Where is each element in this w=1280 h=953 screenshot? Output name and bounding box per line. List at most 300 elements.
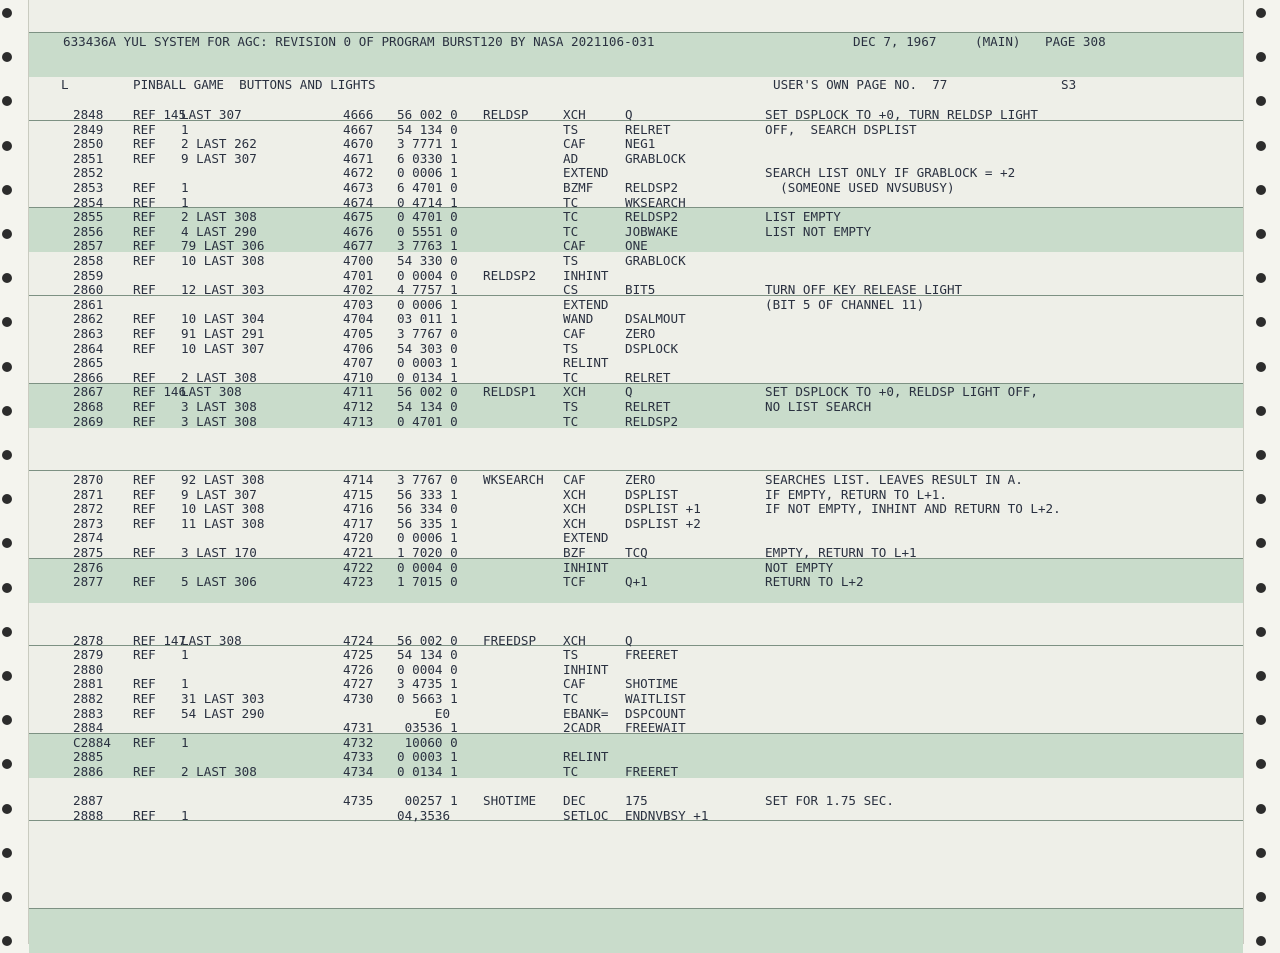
comment: LIST NOT EMPTY: [765, 223, 872, 239]
last-ref: 10 LAST 308: [181, 501, 265, 517]
octal-code: 56 002 0: [397, 384, 458, 400]
octal-code: 0 0003 1: [397, 355, 458, 371]
listing-line: [29, 575, 1243, 590]
header-page: PAGE 308: [1045, 34, 1106, 49]
last-ref: 1: [181, 676, 189, 692]
address: 4704: [343, 311, 374, 327]
last-ref: 3 LAST 308: [181, 399, 257, 414]
line-number: 2866: [73, 369, 104, 385]
subheader-user-page: USER'S OWN PAGE NO. 77: [773, 77, 948, 92]
symbol-label: RELDSP2: [483, 267, 537, 283]
octal-code: 6 4701 0: [397, 180, 458, 195]
octal-code: 0 4701 0: [397, 209, 458, 225]
octal-code: 0 0006 1: [397, 296, 458, 312]
line-number: 2849: [73, 121, 104, 137]
comment: RETURN TO L+2: [765, 574, 864, 590]
header-section: (MAIN): [975, 34, 1021, 49]
opcode: BZMF: [563, 180, 594, 195]
last-ref: 1: [181, 734, 189, 750]
line-number: 2882: [73, 691, 104, 706]
octal-code: 0 0004 0: [397, 661, 458, 677]
listing-line: [29, 707, 1243, 722]
line-number: 2853: [73, 180, 104, 195]
octal-code: 0 4701 0: [397, 413, 458, 429]
listing-line: [29, 473, 1243, 488]
octal-code: 54 330 0: [397, 253, 458, 268]
line-number: 2851: [73, 150, 104, 166]
opcode: TC: [563, 369, 579, 385]
listing-line: [29, 692, 1243, 707]
tractor-hole: [2, 583, 12, 593]
address: 4701: [343, 267, 374, 283]
ref-count: REF: [133, 515, 156, 531]
tractor-hole: [1256, 52, 1266, 62]
address: 4710: [343, 369, 374, 385]
opcode: CAF: [563, 676, 586, 692]
listing-line: [29, 648, 1243, 663]
ref-count: REF 145: [133, 107, 187, 122]
comment: (BIT 5 OF CHANNEL 11): [765, 296, 925, 312]
last-ref: 11 LAST 308: [181, 515, 265, 531]
tractor-hole: [1256, 317, 1266, 327]
opcode: TS: [563, 253, 579, 268]
operand: ONE: [625, 238, 648, 254]
tractor-hole: [1256, 759, 1266, 769]
opcode: CS: [563, 282, 579, 298]
comment: SEARCH LIST ONLY IF GRABLOCK = +2: [765, 165, 1016, 181]
line-number: 2869: [73, 413, 104, 429]
last-ref: 31 LAST 303: [181, 691, 265, 706]
comment: TURN OFF KEY RELEASE LIGHT: [765, 282, 963, 298]
address: 4712: [343, 399, 374, 414]
tractor-hole: [2, 8, 12, 18]
tractor-hole: [2, 715, 12, 725]
comment: (SOMEONE USED NVSUBUSY): [765, 180, 955, 195]
last-ref: 10 LAST 308: [181, 253, 265, 268]
line-number: 2878: [73, 632, 104, 648]
operand: RELDSP2: [625, 209, 679, 225]
last-ref: 54 LAST 290: [181, 705, 265, 721]
address: 4734: [343, 764, 374, 779]
ref-count: REF: [133, 545, 156, 560]
octal-code: 0 0134 1: [397, 764, 458, 779]
tractor-hole: [1256, 804, 1266, 814]
line-number: 2850: [73, 136, 104, 152]
line-number: 2862: [73, 311, 104, 327]
ref-count: REF 147: [133, 632, 187, 648]
operand: RELDSP2: [625, 180, 679, 195]
ref-count: REF: [133, 282, 156, 298]
octal-code: 54 303 0: [397, 340, 458, 356]
octal-code: 3 7767 0: [397, 472, 458, 487]
listing-line: [29, 561, 1243, 576]
listing-line: [29, 356, 1243, 371]
opcode: TC: [563, 209, 579, 225]
opcode: TCF: [563, 574, 586, 590]
tractor-hole: [1256, 141, 1266, 151]
line-number: 2852: [73, 165, 104, 181]
tractor-hole: [1256, 936, 1266, 946]
header-title: 633436A YUL SYSTEM FOR AGC: REVISION 0 OF PROGRAM BURST120 BY NASA 2021106-031: [63, 34, 655, 49]
listing-line: [29, 604, 1243, 619]
ref-count: REF: [133, 399, 156, 414]
address: 4726: [343, 661, 374, 677]
ref-count: REF: [133, 472, 156, 487]
last-ref: 3 LAST 170: [181, 545, 257, 560]
subheader-code: S3: [1061, 77, 1077, 92]
operand: FREERET: [625, 647, 679, 663]
listing-line: [29, 663, 1243, 678]
octal-code: 0 0004 0: [397, 559, 458, 575]
ref-count: REF: [133, 121, 156, 137]
opcode: TS: [563, 121, 579, 137]
opcode: RELINT: [563, 749, 609, 765]
tractor-hole: [1256, 848, 1266, 858]
tractor-hole: [2, 671, 12, 681]
operand: ZERO: [625, 472, 656, 487]
line-number: 2865: [73, 355, 104, 371]
opcode: RELINT: [563, 355, 609, 371]
tractor-hole: [2, 229, 12, 239]
tractor-hole: [1256, 450, 1266, 460]
octal-code: 54 134 0: [397, 647, 458, 663]
opcode: XCH: [563, 107, 586, 122]
tractor-hole: [2, 52, 12, 62]
octal-code: 56 335 1: [397, 515, 458, 531]
opcode: XCH: [563, 501, 586, 517]
listing-line: [29, 415, 1243, 430]
listing-line: [29, 327, 1243, 342]
tractor-hole: [2, 848, 12, 858]
address: 4675: [343, 209, 374, 225]
operand: WKSEARCH: [625, 194, 686, 210]
operand: DSPLIST +2: [625, 515, 701, 531]
last-ref: 9 LAST 307: [181, 150, 257, 166]
octal-code: 0 5551 0: [397, 223, 458, 239]
tractor-hole: [1256, 494, 1266, 504]
octal-code: 1 7015 0: [397, 574, 458, 590]
last-ref: 1: [181, 807, 189, 823]
line-number: 2868: [73, 399, 104, 414]
comment: IF EMPTY, RETURN TO L+1.: [765, 486, 947, 502]
line-number: 2858: [73, 253, 104, 268]
listing-line: [29, 780, 1243, 795]
last-ref: 10 LAST 304: [181, 311, 265, 327]
address: 4725: [343, 647, 374, 663]
operand: DSPLIST +1: [625, 501, 701, 517]
opcode: TS: [563, 647, 579, 663]
address: 4717: [343, 515, 374, 531]
ref-count: REF: [133, 676, 156, 692]
tractor-hole: [1256, 892, 1266, 902]
comment: IF NOT EMPTY, INHINT AND RETURN TO L+2.: [765, 501, 1061, 517]
tractor-holes-left: [0, 0, 14, 944]
listing-header: [29, 35, 1243, 50]
address: 4733: [343, 749, 374, 765]
opcode: TC: [563, 194, 579, 210]
operand: 175: [625, 793, 648, 809]
opcode: WAND: [563, 311, 594, 327]
tractor-hole: [2, 141, 12, 151]
ref-count: REF: [133, 369, 156, 385]
address: 4707: [343, 355, 374, 371]
address: 4703: [343, 296, 374, 312]
octal-code: 0 4714 1: [397, 194, 458, 210]
operand: DSPLOCK: [625, 340, 679, 356]
opcode: TC: [563, 691, 579, 706]
address: 4731: [343, 720, 374, 736]
symbol-label: WKSEARCH: [483, 472, 544, 487]
ref-count: REF: [133, 180, 156, 195]
listing-line: [29, 736, 1243, 751]
listing-line: [29, 152, 1243, 167]
opcode: INHINT: [563, 267, 609, 283]
operand: BIT5: [625, 282, 656, 298]
octal-code: 03536 1: [397, 720, 458, 736]
line-number: 2881: [73, 676, 104, 692]
address: 4722: [343, 559, 374, 575]
address: 4671: [343, 150, 374, 166]
address: 4673: [343, 180, 374, 195]
tractor-hole: [1256, 671, 1266, 681]
opcode: CAF: [563, 472, 586, 487]
opcode: XCH: [563, 632, 586, 648]
octal-code: 56 333 1: [397, 486, 458, 502]
opcode: SETLOC: [563, 807, 609, 823]
listing-line: [29, 444, 1243, 459]
opcode: TC: [563, 764, 579, 779]
ref-count: REF: [133, 326, 156, 341]
ref-count: REF: [133, 150, 156, 166]
tractor-hole: [2, 538, 12, 548]
opcode: XCH: [563, 515, 586, 531]
listing-line: [29, 196, 1243, 211]
last-ref: 3 LAST 308: [181, 413, 257, 429]
opcode: TC: [563, 223, 579, 239]
tractor-hole: [1256, 627, 1266, 637]
opcode: XCH: [563, 486, 586, 502]
last-ref: LAST 308: [181, 632, 242, 648]
comment: SET FOR 1.75 SEC.: [765, 793, 894, 809]
octal-code: 0 5663 1: [397, 691, 458, 706]
opcode: EBANK=: [563, 705, 609, 721]
line-number: 2854: [73, 194, 104, 210]
last-ref: 1: [181, 121, 189, 137]
opcode: AD: [563, 150, 579, 166]
line-number: 2873: [73, 515, 104, 531]
last-ref: LAST 308: [181, 384, 242, 400]
address: 4700: [343, 253, 374, 268]
operand: DSALMOUT: [625, 311, 686, 327]
listing-line: [29, 619, 1243, 634]
octal-code: 0 0003 1: [397, 749, 458, 765]
comment: SET DSPLOCK TO +0, TURN RELDSP LIGHT: [765, 107, 1038, 122]
tractor-hole: [1256, 583, 1266, 593]
line-number: 2855: [73, 209, 104, 225]
line-number: 2860: [73, 282, 104, 298]
address: 4706: [343, 340, 374, 356]
address: 4724: [343, 632, 374, 648]
subheader-left: L: [61, 77, 69, 92]
operand: RELRET: [625, 399, 671, 414]
listing-subheader: [29, 78, 1243, 93]
ref-count: REF: [133, 340, 156, 356]
tractor-hole: [1256, 185, 1266, 195]
operand: GRABLOCK: [625, 150, 686, 166]
ref-count: REF: [133, 764, 156, 779]
tractor-hole: [1256, 229, 1266, 239]
operand: FREEWAIT: [625, 720, 686, 736]
opcode: CAF: [563, 136, 586, 152]
listing-line: [29, 108, 1243, 123]
listing-line: [29, 677, 1243, 692]
operand: Q: [625, 632, 633, 648]
address: 4716: [343, 501, 374, 517]
address: 4720: [343, 530, 374, 546]
last-ref: 2 LAST 308: [181, 764, 257, 779]
opcode: TC: [563, 413, 579, 429]
tractor-hole: [2, 804, 12, 814]
ref-count: REF: [133, 413, 156, 429]
tractor-holes-right: [1254, 0, 1268, 944]
last-ref: 1: [181, 194, 189, 210]
operand: RELRET: [625, 369, 671, 385]
line-number: 2879: [73, 647, 104, 663]
operand: ZERO: [625, 326, 656, 341]
address: 4721: [343, 545, 374, 560]
symbol-label: SHOTIME: [483, 793, 537, 809]
address: 4727: [343, 676, 374, 692]
listing-line: [29, 254, 1243, 269]
opcode: CAF: [563, 326, 586, 341]
line-number: 2886: [73, 764, 104, 779]
address: 4735: [343, 793, 374, 809]
ref-count: REF: [133, 574, 156, 590]
opcode: 2CADR: [563, 720, 601, 736]
line-number: 2876: [73, 559, 104, 575]
last-ref: 1: [181, 647, 189, 663]
operand: RELRET: [625, 121, 671, 137]
ref-count: REF: [133, 136, 156, 152]
line-number: 2864: [73, 340, 104, 356]
opcode: EXTEND: [563, 296, 609, 312]
line-number: 2883: [73, 705, 104, 721]
line-number: 2848: [73, 107, 104, 122]
address: 4674: [343, 194, 374, 210]
last-ref: 1: [181, 180, 189, 195]
ref-count: REF: [133, 691, 156, 706]
operand: GRABLOCK: [625, 253, 686, 268]
listing-line: [29, 371, 1243, 386]
comment: LIST EMPTY: [765, 209, 841, 225]
tractor-hole: [2, 406, 12, 416]
address: 4670: [343, 136, 374, 152]
listing-line: [29, 225, 1243, 240]
last-ref: 12 LAST 303: [181, 282, 265, 298]
comment: NOT EMPTY: [765, 559, 834, 575]
address: 4667: [343, 121, 374, 137]
octal-code: 03 011 1: [397, 311, 458, 327]
opcode: EXTEND: [563, 165, 609, 181]
ref-count: REF: [133, 734, 156, 750]
listing-line: [29, 721, 1243, 736]
listing-line: [29, 488, 1243, 503]
octal-code: 56 002 0: [397, 632, 458, 648]
opcode: TS: [563, 340, 579, 356]
operand: Q: [625, 384, 633, 400]
address: 4672: [343, 165, 374, 181]
listing-line: [29, 269, 1243, 284]
listing-line: [29, 342, 1243, 357]
line-number: 2884: [73, 720, 104, 736]
listing-line: [29, 765, 1243, 780]
line-number: 2856: [73, 223, 104, 239]
octal-code: 56 002 0: [397, 107, 458, 122]
last-ref: 2 LAST 308: [181, 209, 257, 225]
tractor-hole: [2, 450, 12, 460]
tractor-hole: [2, 96, 12, 106]
octal-code: 56 334 0: [397, 501, 458, 517]
opcode: INHINT: [563, 559, 609, 575]
line-number: 2859: [73, 267, 104, 283]
tractor-hole: [1256, 715, 1266, 725]
listing-line: [29, 298, 1243, 313]
listing-line: [29, 181, 1243, 196]
address: 4677: [343, 238, 374, 254]
comment: OFF, SEARCH DSPLIST: [765, 121, 917, 137]
listing-line: [29, 312, 1243, 327]
tractor-hole: [2, 494, 12, 504]
tractor-hole: [1256, 96, 1266, 106]
listing-line: [29, 429, 1243, 444]
octal-code: 4 7757 1: [397, 282, 458, 298]
last-ref: 2 LAST 308: [181, 369, 257, 385]
operand: JOBWAKE: [625, 223, 679, 239]
line-number: 2872: [73, 501, 104, 517]
octal-code: 0 0006 1: [397, 165, 458, 181]
operand: DSPCOUNT: [625, 705, 686, 721]
listing-line: [29, 385, 1243, 400]
opcode: DEC: [563, 793, 586, 809]
ref-count: REF: [133, 194, 156, 210]
listing-paper: [28, 0, 1244, 944]
last-ref: 91 LAST 291: [181, 326, 265, 341]
octal-code: 10060 0: [397, 734, 458, 750]
tractor-hole: [1256, 8, 1266, 18]
ref-count: REF: [133, 253, 156, 268]
listing-line: [29, 517, 1243, 532]
line-number: C2884: [73, 734, 111, 750]
operand: Q: [625, 107, 633, 122]
listing-line: [29, 283, 1243, 298]
listing-line: [29, 531, 1243, 546]
operand: RELDSP2: [625, 413, 679, 429]
address: 4732: [343, 734, 374, 750]
ref-count: REF: [133, 647, 156, 663]
last-ref: 9 LAST 307: [181, 486, 257, 502]
tractor-hole: [1256, 538, 1266, 548]
listing-line: [29, 794, 1243, 809]
line-number: 2888: [73, 807, 104, 823]
line-number: 2887: [73, 793, 104, 809]
tractor-hole: [2, 273, 12, 283]
listing-line: [29, 137, 1243, 152]
address: 4705: [343, 326, 374, 341]
opcode: CAF: [563, 238, 586, 254]
address: 4723: [343, 574, 374, 590]
octal-code: E0: [397, 705, 451, 721]
operand: NEG1: [625, 136, 656, 152]
